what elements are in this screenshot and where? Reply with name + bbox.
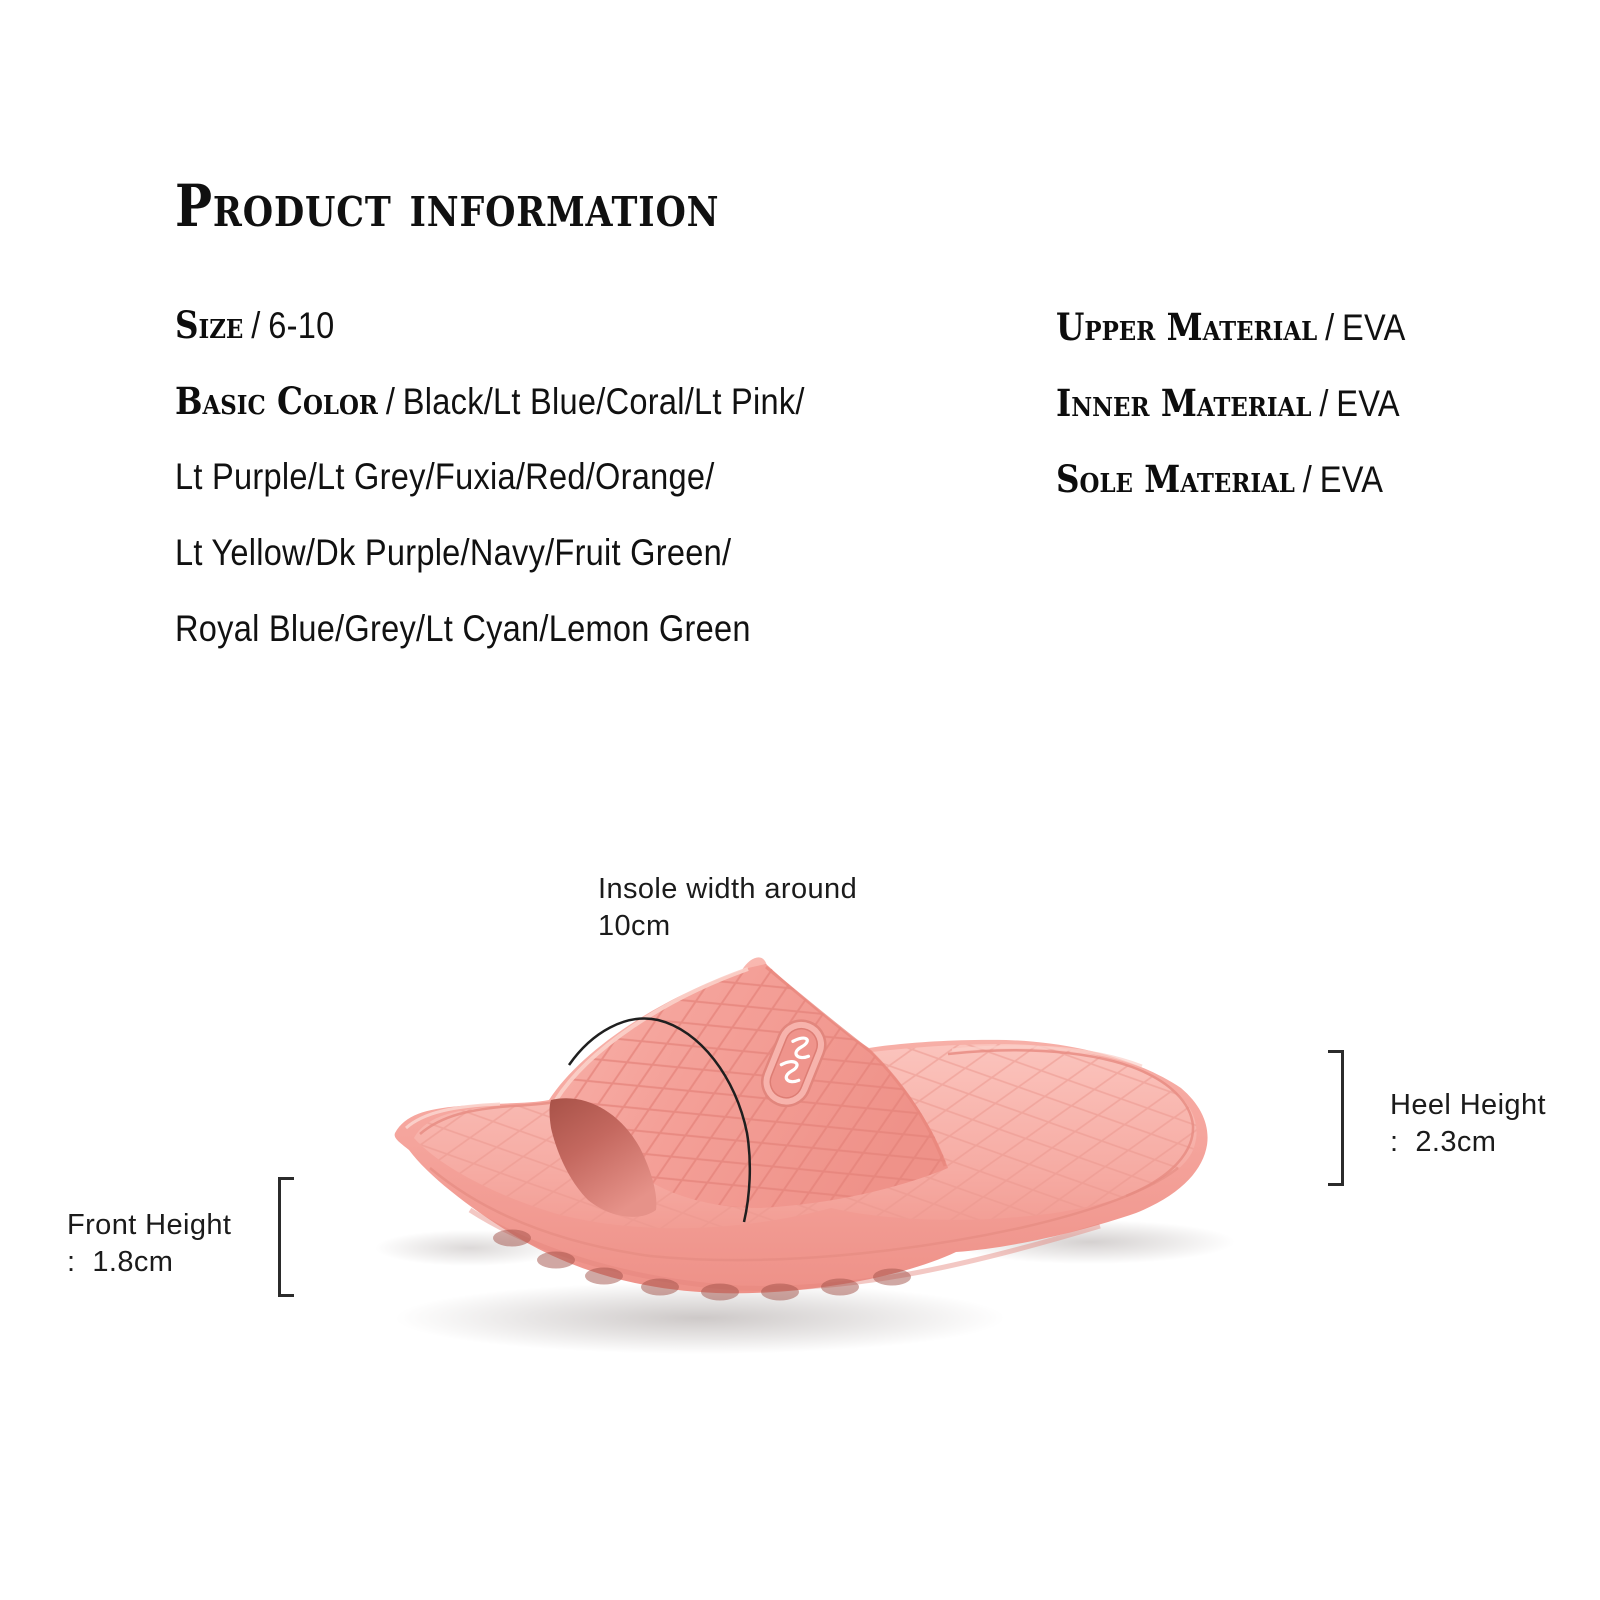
heel-height-text-line2: : 2.3cm xyxy=(1390,1126,1497,1158)
spec-color-line-3-text: Lt Yellow/Dk Purple/Navy/Fruit Green/ xyxy=(175,532,732,573)
insole-width-text-line1: Insole width around xyxy=(598,873,858,905)
spec-size-label: Size xyxy=(175,303,244,347)
spec-color-line-2-text: Lt Purple/Lt Grey/Fuxia/Red/Orange/ xyxy=(175,456,715,497)
front-height-bracket xyxy=(278,1177,294,1297)
spec-upper-material-separator: / xyxy=(1325,307,1335,348)
heel-height-text-line1: Heel Height xyxy=(1390,1089,1546,1121)
insole-width-text-line2: 10cm xyxy=(598,910,671,942)
spec-basic-color-value: Black/Lt Blue/Coral/Lt Pink/ xyxy=(402,381,805,422)
front-height-text-line1: Front Height xyxy=(67,1209,232,1241)
insole-width-annotation xyxy=(598,871,857,945)
front-height-text-line2: : 1.8cm xyxy=(67,1246,174,1278)
heel-height-annotation xyxy=(1390,1087,1546,1161)
spec-sole-material-label: Sole Material xyxy=(1056,457,1295,501)
spec-inner-material-separator: / xyxy=(1319,383,1329,424)
spec-sole-material-separator: / xyxy=(1302,459,1312,500)
spec-size-value: 6-10 xyxy=(268,305,335,346)
spec-upper-material-value: EVA xyxy=(1342,307,1406,348)
spec-sole-material-value: EVA xyxy=(1319,459,1384,500)
heel-height-bracket xyxy=(1328,1050,1344,1186)
spec-basic-color-label: Basic Color xyxy=(175,379,378,423)
spec-upper-material-label: Upper Material xyxy=(1056,305,1318,349)
spec-inner-material-value: EVA xyxy=(1336,383,1400,424)
spec-basic-color-separator: / xyxy=(385,381,395,422)
spec-size-separator: / xyxy=(251,305,261,346)
spec-color-line-4-text: Royal Blue/Grey/Lt Cyan/Lemon Green xyxy=(175,608,751,649)
page-title: Product information xyxy=(175,172,720,240)
front-height-annotation xyxy=(67,1207,231,1281)
spec-inner-material-label: Inner Material xyxy=(1056,381,1312,425)
